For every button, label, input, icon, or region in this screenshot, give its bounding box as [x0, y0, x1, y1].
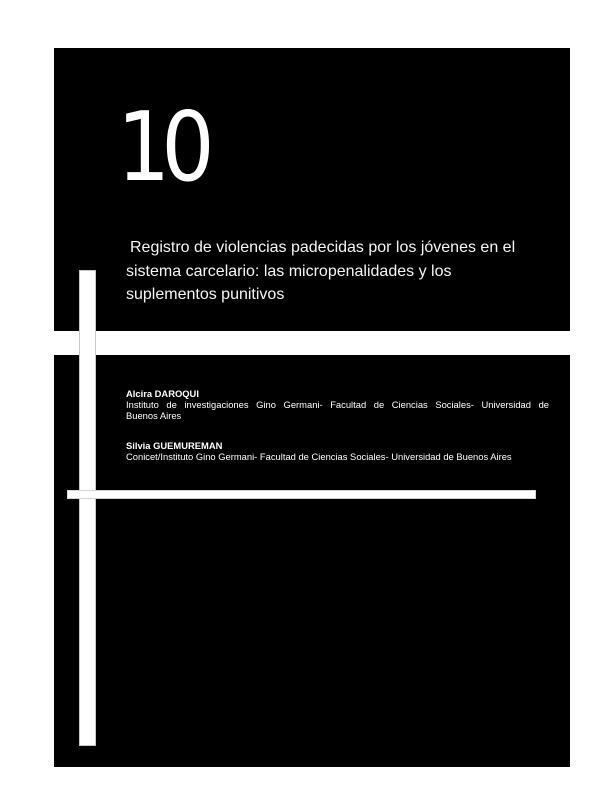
author-group-1: [126, 388, 549, 422]
authors-list: [126, 388, 549, 462]
chapter-title: [126, 236, 564, 307]
author-affiliation-1-line-2: Buenos Aires: [126, 410, 182, 422]
chapter-title-line-1: Registro de violencias padecidas por los jóvenes en el: [130, 239, 516, 256]
author-affiliation-1-line-1: Instituto de investigaciones Gino Germani- Facultad de Ciencias Sociales- Universidad de: [126, 399, 549, 411]
vertical-rule-decoration: [79, 270, 96, 746]
author-affiliation-2-line-1: Conicet/Instituto Gino Germani- Facultad de Ciencias Sociales- Universidad de Buenos Aires: [126, 450, 512, 462]
horizontal-rule-decoration: [67, 490, 536, 499]
chapter-number: 10: [117, 93, 206, 203]
chapter-title-line-2: sistema carcelario: las micropenalidades y los: [126, 262, 452, 280]
chapter-header-block: [54, 48, 570, 331]
chapter-title-line-3: suplementos punitivos: [126, 286, 285, 303]
author-group-2: [126, 440, 549, 462]
author-name-1: Alcira DAROQUI: [126, 388, 199, 399]
authors-block: [54, 355, 570, 767]
author-name-2: Silvia GUEMUREMAN: [126, 439, 223, 451]
